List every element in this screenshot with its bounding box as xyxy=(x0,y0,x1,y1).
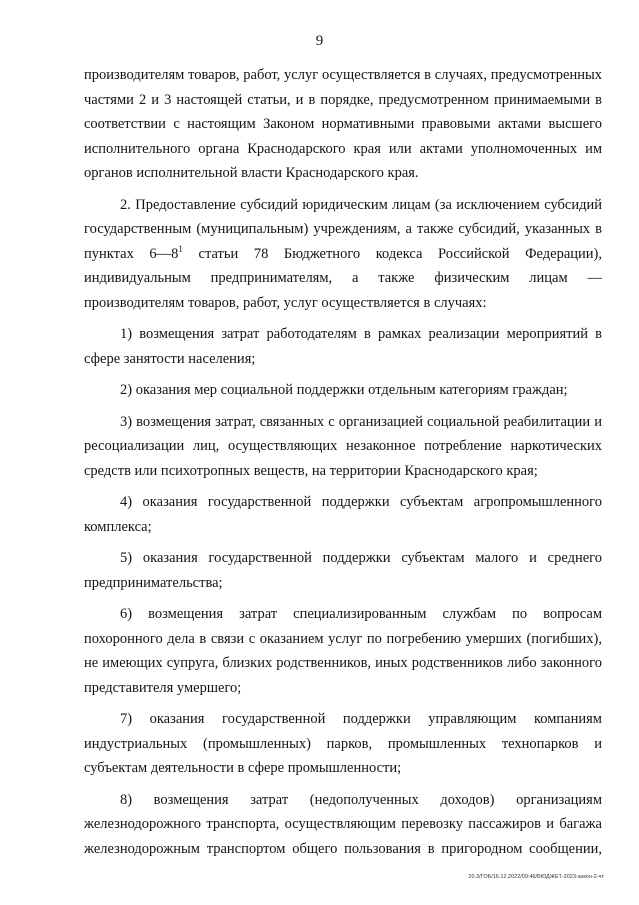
document-footer-code: 20.3/ГОБ/16.12.2022/09:46/БЮДЖЕТ-2023-закон-2-чт xyxy=(468,874,604,880)
list-item-5: 5) оказания государственной поддержки субъектам малого и среднего предпринимательства; xyxy=(84,550,602,591)
list-item-3: 3) возмещения затрат, связанных с организацией социальной реабилитации и ресоциализации лиц, осуществляющих незаконное потребление наркотических средств или психотропных веществ, на территории Краснодарского края; xyxy=(84,413,602,479)
list-item-7: 7) оказания государственной поддержки управляющим компаниям индустриальных (промышленных) парков, промышленных технопарков и субъектам деятельности в сфере промышленности; xyxy=(84,711,602,776)
paragraph-2-text-end: статьи 78 Бюджетного кодекса Российской Федерации), индивидуальным предпринимателям, а также физическим лицам — производителям товаров, работ, услуг осуществляется в случаях: xyxy=(84,245,602,311)
paragraph-2-text-start: 2. Предоставление субсидий юридическим лицам (за исключением субсидий государственным (муниципальным) учреждениям, а также субсидий, указанных в пунктах 6—8 xyxy=(84,196,602,262)
paragraph-2 xyxy=(84,193,602,316)
paragraph-intro: производителям товаров, работ, услуг осуществляется в случаях, предусмотренных частями 2 и 3 настоящей статьи, и в порядке, предусмотренном принимаемыми в соответствии с настоящим Законом нормативными правовыми актами высшего исполнительного органа Краснодарского края или актами уполномоченных им органов исполнительной власти Краснодарского края. xyxy=(84,67,602,181)
list-item-4: 4) оказания государственной поддержки субъектам агропромышленного комплекса; xyxy=(84,494,602,535)
list-item-2: 2) оказания мер социальной поддержки отдельным категориям граждан; xyxy=(120,382,568,398)
page-number: 9 xyxy=(315,33,324,49)
superscript-footnote: 1 xyxy=(178,243,183,254)
document-body xyxy=(84,63,602,868)
list-item-6: 6) возмещения затрат специализированным службам по вопросам похоронного дела в связи с оказанием услуг по погребению умерших (погибших), не имеющих супруга, близких родственников, иных родственников либо законного представителя умершего; xyxy=(84,606,602,696)
list-item-8: 8) возмещения затрат (недополученных доходов) организациям железнодорожного транспорта, осуществляющим перевозку пассажиров и багажа железнодорожным транспортом общего пользования в пригородном сообщении, xyxy=(84,791,602,857)
list-item-1: 1) возмещения затрат работодателям в рамках реализации мероприятий в сфере занятости населения; xyxy=(84,326,602,367)
